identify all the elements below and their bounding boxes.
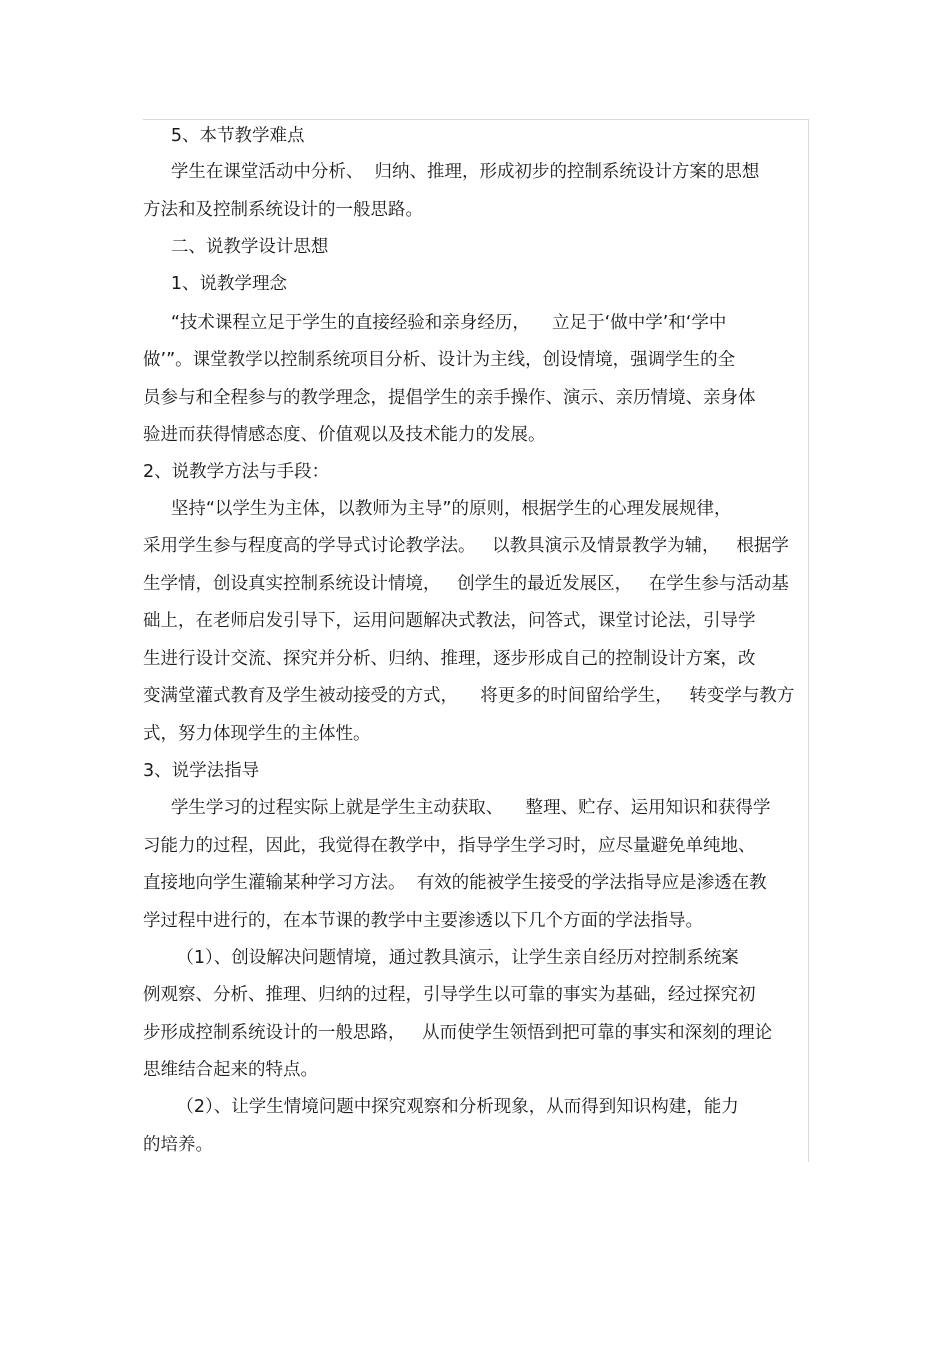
heading-study-method-guidance: 3、说学法指导 xyxy=(143,761,260,781)
paragraph-line: 变满堂灌式教育及学生被动接受的方式， 将更多的时间留给学生， 转变学与教方 xyxy=(143,686,795,706)
paragraph-line: 验进而获得情感态度、价值观以及技术能力的发展。 xyxy=(143,425,546,445)
paragraph-line: 生进行设计交流、探究并分析、归纳、推理，逐步形成自己的控制设计方案，改 xyxy=(143,649,756,669)
paragraph-line: 础上，在老师启发引导下，运用问题解决式教法，问答式，课堂讨论法，引导学 xyxy=(143,611,756,631)
paragraph-line: 学生学习的过程实际上就是学生主动获取、 整理、贮存、运用知识和获得学 xyxy=(143,798,771,818)
list-item-1: （1）、创设解决问题情境，通过教具演示，让学生亲自经历对控制系统案 xyxy=(143,948,739,968)
paragraph-line: 坚持“以学生为主体，以教师为主导”的原则，根据学生的心理发展规律， xyxy=(143,499,732,519)
paragraph-line: 学生在课堂活动中分析、 归纳、推理，形成初步的控制系统设计方案的思想 xyxy=(143,162,760,182)
paragraph-line: 步形成控制系统设计的一般思路， 从而使学生领悟到把可靠的事实和深刻的理论 xyxy=(143,1023,773,1043)
paragraph-line: 方法和及控制系统设计的一般思路。 xyxy=(143,200,423,220)
paragraph-line: 采用学生参与程度高的学导式讨论教学法。 以教具演示及情景教学为辅， 根据学 xyxy=(143,536,789,556)
page-border-top xyxy=(143,119,809,120)
paragraph-line: 员参与和全程参与的教学理念，提倡学生的亲手操作、演示、亲历情境、亲身体 xyxy=(143,388,756,408)
list-item-2: （2）、让学生情境问题中探究观察和分析现象，从而得到知识构建，能力 xyxy=(143,1097,739,1117)
paragraph-line: 学过程中进行的，在本节课的教学中主要渗透以下几个方面的学法指导。 xyxy=(143,911,703,931)
paragraph-line: 直接地向学生灌输某种学习方法。 有效的能被学生接受的学法指导应是渗透在教 xyxy=(143,873,767,893)
paragraph-line: 例观察、分析、推理、归纳的过程，引导学生以可靠的事实为基础，经过探究初 xyxy=(143,985,756,1005)
heading-teaching-methods: 2、说教学方法与手段： xyxy=(143,462,330,482)
page-border-right xyxy=(808,119,809,1162)
heading-teaching-concept: 1、说教学理念 xyxy=(143,274,287,294)
paragraph-line: 思维结合起来的特点。 xyxy=(143,1060,318,1080)
paragraph-line: 做’”。课堂教学以控制系统项目分析、设计为主线，创设情境，强调学生的全 xyxy=(143,350,736,370)
paragraph-line: 生学情，创设真实控制系统设计情境， 创学生的最近发展区， 在学生参与活动基 xyxy=(143,574,789,594)
paragraph-line: 式，努力体现学生的主体性。 xyxy=(143,724,371,744)
paragraph-line: “技术课程立足于学生的直接经验和亲身经历， 立足于‘做中学’和‘学中 xyxy=(143,313,727,333)
heading-teaching-difficulty: 5、本节教学难点 xyxy=(143,126,305,146)
heading-teaching-design-idea: 二、说教学设计思想 xyxy=(143,237,329,257)
paragraph-line: 的培养。 xyxy=(143,1135,213,1155)
paragraph-line: 习能力的过程，因此，我觉得在教学中，指导学生学习时，应尽量避免单纯地、 xyxy=(143,836,756,856)
